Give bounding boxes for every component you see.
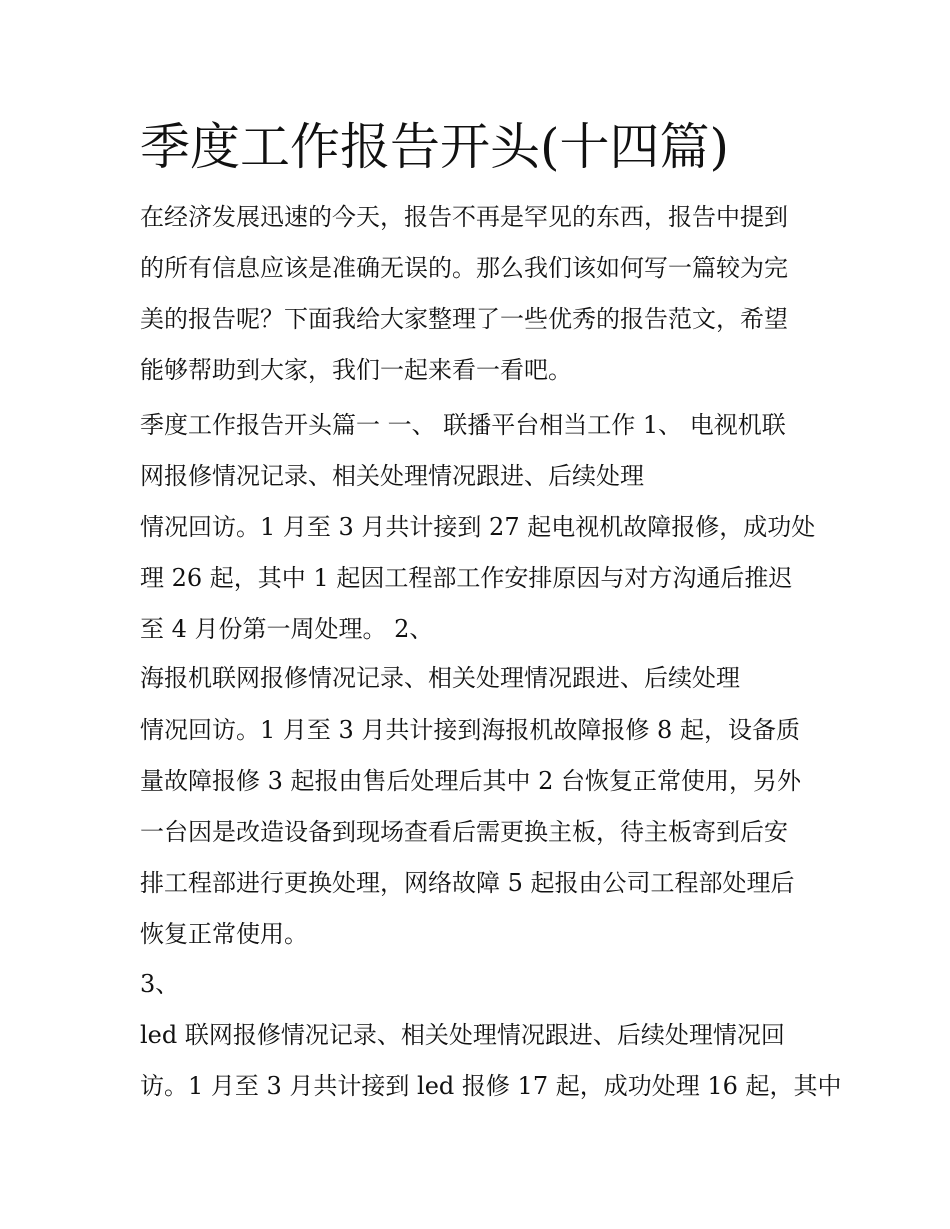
text-line: 访。1 月至 3 月共计接到 led 报修 17 起，成功处理 16 起，其中 — [140, 1072, 842, 1100]
text-line: 情况回访。1 月至 3 月共计接到海报机故障报修 8 起，设备质 — [140, 716, 800, 744]
section-4-paragraph — [140, 705, 820, 960]
text-line: 至 4 月份第一周处理。 2、 — [140, 615, 434, 643]
text-line: 在经济发展迅速的今天，报告不再是罕见的东西，报告中提到 — [140, 203, 788, 231]
intro-paragraph — [140, 192, 820, 396]
text-line: led 联网报修情况记录、相关处理情况跟进、后续处理情况回 — [140, 1021, 785, 1049]
text-line: 能够帮助到大家，我们一起来看一看吧。 — [140, 356, 572, 384]
text-line: 一台因是改造设备到现场查看后需更换主板，待主板寄到后安 — [140, 818, 788, 846]
text-line: 海报机联网报修情况记录、相关处理情况跟进、后续处理 — [140, 664, 740, 692]
text-line: 恢复正常使用。 — [140, 920, 308, 948]
text-line: 美的报告呢？下面我给大家整理了一些优秀的报告范文，希望 — [140, 305, 788, 333]
text-line: 理 26 起，其中 1 起因工程部工作安排原因与对方沟通后推迟 — [140, 564, 793, 592]
text-line: 的所有信息应该是准确无误的。那么我们该如何写一篇较为完 — [140, 254, 788, 282]
section-3-paragraph — [140, 653, 820, 704]
text-line: 情况回访。1 月至 3 月共计接到 27 起电视机故障报修，成功处 — [140, 513, 816, 541]
text-line: 量故障报修 3 起报由售后处理后其中 2 台恢复正常使用，另外 — [140, 767, 802, 795]
text-line: 排工程部进行更换处理，网络故障 5 起报由公司工程部处理后 — [140, 869, 795, 897]
section-2-paragraph — [140, 502, 820, 655]
text-line: 3、 — [140, 970, 180, 998]
text-line: 网报修情况记录、相关处理情况跟进、后续处理 — [140, 462, 644, 490]
section-6-paragraph — [140, 1010, 842, 1112]
text-line: 季度工作报告开头篇一 一、 联播平台相当工作 1、 电视机联 — [140, 411, 786, 439]
section-5-paragraph — [140, 959, 820, 1010]
section-1-paragraph — [140, 400, 820, 502]
document-title: 季度工作报告开头(十四篇) — [140, 118, 730, 176]
